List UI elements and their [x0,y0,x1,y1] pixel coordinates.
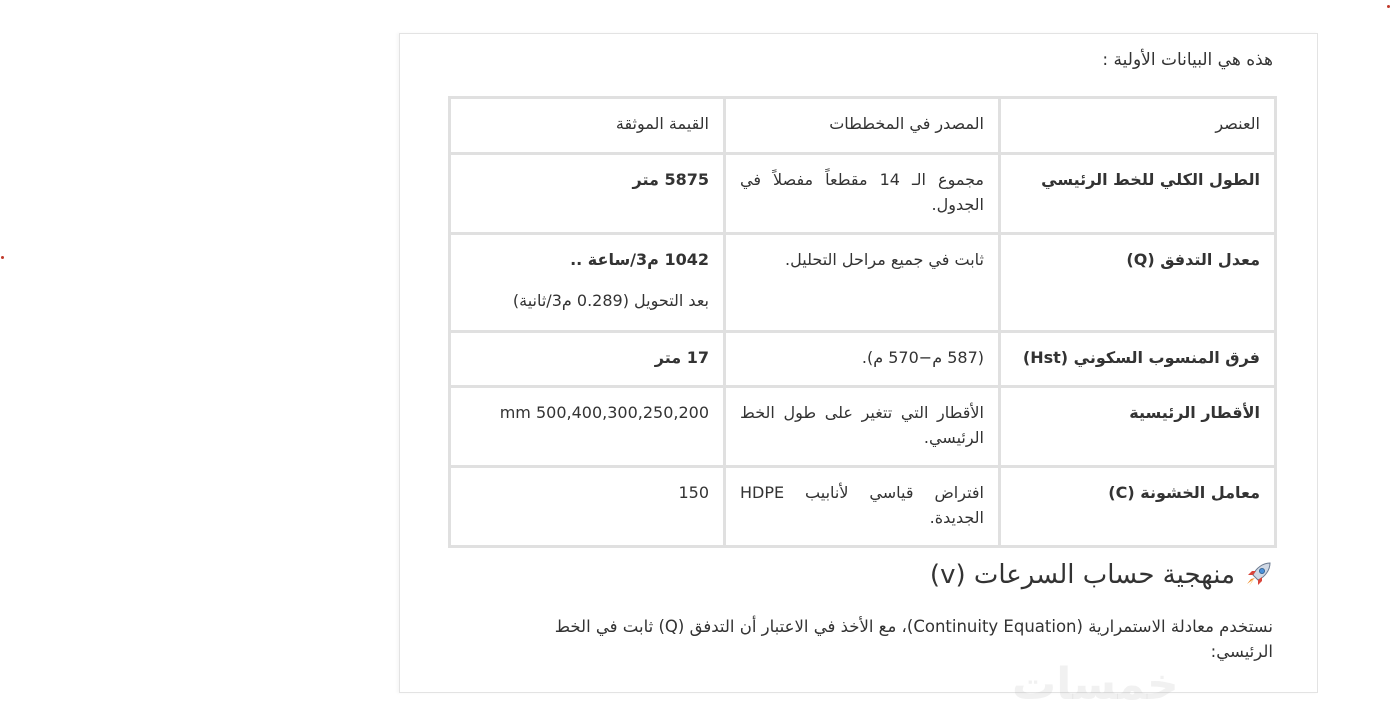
table-row [450,154,1276,234]
source-cell: مجموع الـ 14 مقطعاً مفصلاً في الجدول. [725,154,1000,234]
rocket-icon [1243,560,1273,590]
item-cell: معامل الخشونة (C) [1000,467,1276,547]
value-note: بعد التحويل (0.289 م3/ثانية) [512,291,709,310]
value-cell: 5875 متر [450,154,725,234]
value-cell: mm 500,400,300,250,200 [450,387,725,467]
value-cell: 17 متر [450,332,725,387]
section-title: منهجية حساب السرعات (v) [929,560,1235,590]
source-cell: افتراض قياسي لأنابيب HDPE الجديدة. [725,467,1000,547]
watermark-text: خمسات [1012,659,1179,710]
value-cell: 150 [450,467,725,547]
table-row [450,467,1276,547]
data-table [448,96,1277,548]
item-cell: الطول الكلي للخط الرئيسي [1000,154,1276,234]
section-heading [930,560,1273,590]
item-cell: الأقطار الرئيسية [1000,387,1276,467]
intro-text: هذه هي البيانات الأولية : [1102,50,1273,70]
table-header-cell: العنصر [1000,98,1276,154]
red-dot-marker [1,256,4,259]
red-dot-marker [1387,5,1390,8]
value-main: 1042 م3/ساعة .. [570,250,709,269]
source-cell: (587 م−570 م). [725,332,1000,387]
table-row [450,332,1276,387]
table-header-cell: المصدر في المخططات [725,98,1000,154]
value-cell [450,234,725,332]
source-cell: ثابت في جميع مراحل التحليل. [725,234,1000,332]
table-header-row [450,98,1276,154]
item-cell: فرق المنسوب السكوني (Hst) [1000,332,1276,387]
item-cell: معدل التدفق (Q) [1000,234,1276,332]
content-card [399,33,1318,710]
source-cell: الأقطار التي تتغير على طول الخط الرئيسي. [725,387,1000,467]
table-row [450,234,1276,332]
table-row [450,387,1276,467]
table-header-cell: القيمة الموثقة [450,98,725,154]
body-paragraph: نستخدم معادلة الاستمرارية (Continuity Equation)، مع الأخذ في الاعتبار أن التدفق (Q) ثابت في الخط الرئيسي: [554,617,1273,661]
